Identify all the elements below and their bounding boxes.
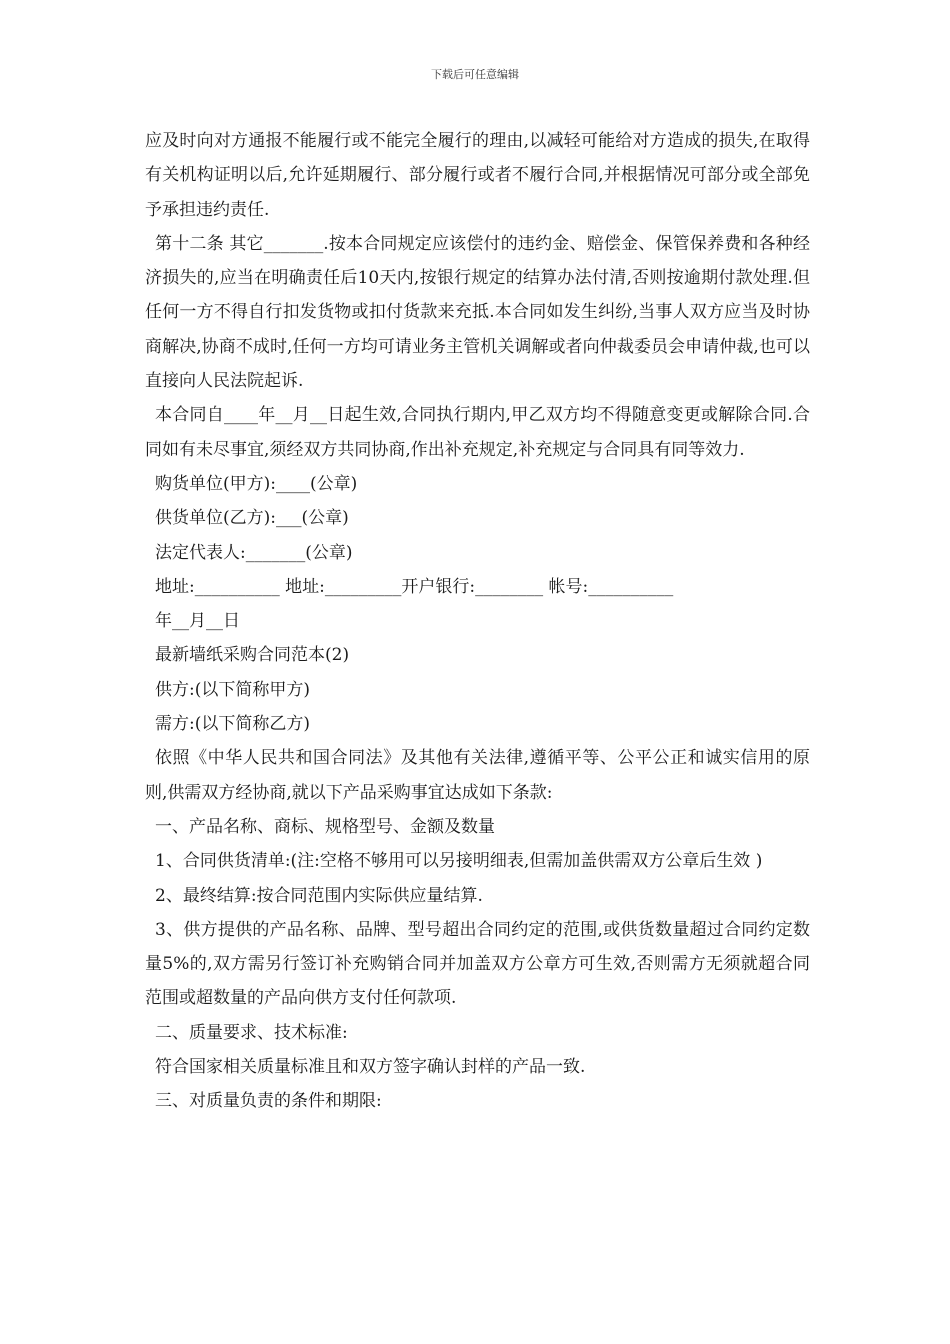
date-line: 年__月__日 — [155, 611, 240, 632]
paragraph: 3、供方提供的产品名称、品牌、型号超出合同约定的范围,或供货数量超过合同约定数量5%的,双方需另行签订补充购销合同并加盖双方公章方可生效,否则需方无须就超合同范围或超数量的产品向供方支付任何款项. — [145, 919, 810, 1009]
clause-heading: 三、对质量负责的条件和期限: — [155, 1091, 382, 1112]
clause-heading: 一、产品名称、商标、规格型号、金额及数量 — [155, 816, 495, 837]
signature-line-buyer: 购货单位(甲方):____(公章) — [155, 473, 358, 494]
paragraph: 2、最终结算:按合同范围内实际供应量结算. — [155, 885, 483, 906]
clause-heading: 二、质量要求、技术标准: — [155, 1022, 348, 1043]
signature-line-supplier: 供货单位(乙方):___(公章) — [155, 508, 349, 529]
address-bank-line: 地址:__________ 地址:_________开户银行:________ 帐号:__________ — [155, 576, 674, 597]
paragraph: 依照《中华人民共和国合同法》及其他有关法律,遵循平等、公平公正和诚实信用的原则,供需双方经协商,就以下产品采购事宜达成如下条款: — [145, 748, 810, 803]
page-header-note: 下载后可任意编辑 — [431, 68, 519, 81]
paragraph: 第十二条 其它_______.按本合同规定应该偿付的违约金、赔偿金、保管保养费和各种经济损失的,应当在明确责任后10天内,按银行规定的结算办法付清,否则按逾期付款处理.但任何一方不得自行扣发货物或扣付货款来充抵.本合同如发生纠纷,当事人双方应当及时协商解决,协商不成时,任何一方均可请业务主管机关调解或者向仲裁委员会申请仲裁,也可以直接向人民法院起诉. — [145, 233, 810, 392]
paragraph: 应及时向对方通报不能履行或不能完全履行的理由,以减轻可能给对方造成的损失,在取得有关机构证明以后,允许延期履行、部分履行或者不履行合同,并根据情况可部分或全部免予承担违约责任. — [145, 131, 810, 220]
section-title: 最新墙纸采购合同范本(2) — [155, 645, 350, 666]
document-body — [145, 124, 810, 1119]
party-buyer: 需方:(以下简称乙方) — [155, 714, 310, 735]
paragraph: 符合国家相关质量标准且和双方签字确认封样的产品一致. — [155, 1057, 586, 1078]
signature-line-legal-rep: 法定代表人:_______(公章) — [155, 542, 353, 563]
paragraph: 1、合同供货清单:(注:空格不够用可以另接明细表,但需加盖供需双方公章后生效 ) — [155, 851, 763, 872]
paragraph: 本合同自____年__月__日起生效,合同执行期内,甲乙双方均不得随意变更或解除合同.合同如有未尽事宜,须经双方共同协商,作出补充规定,补充规定与合同具有同等效力. — [145, 405, 810, 460]
party-supplier: 供方:(以下简称甲方) — [155, 679, 310, 700]
